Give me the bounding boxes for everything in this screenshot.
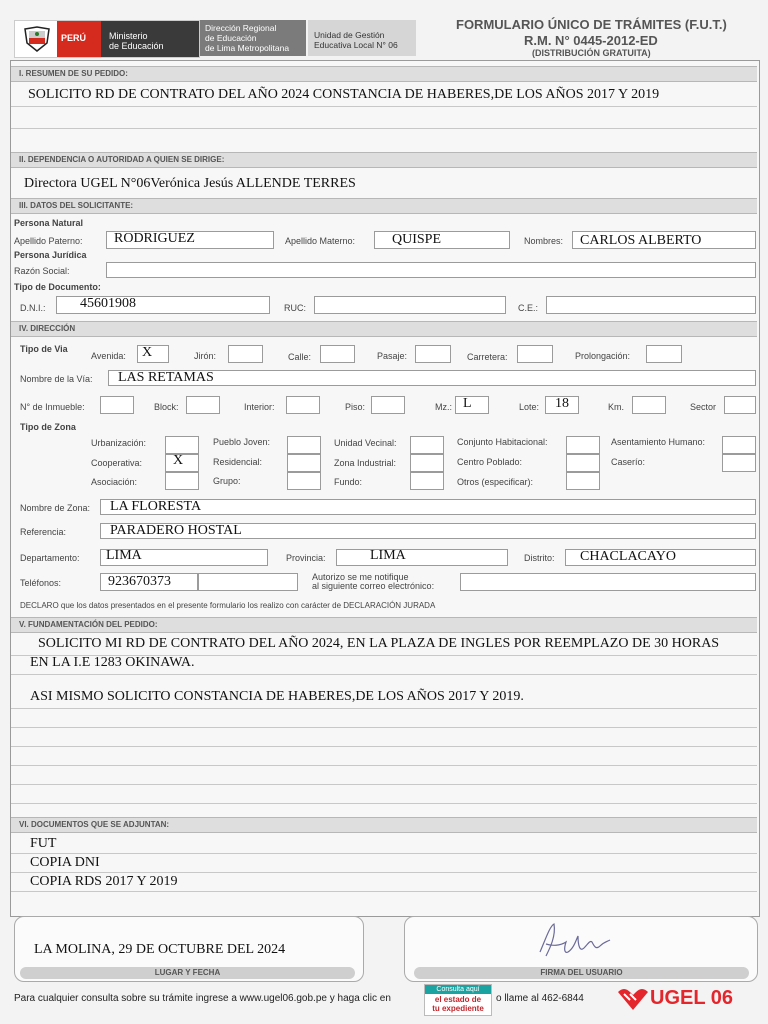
fundamentacion-line1: SOLICITO MI RD DE CONTRATO DEL AÑO 2024, EN LA PLAZA DE INGLES POR REEMPLAZO DE 30 HORAS (38, 636, 720, 651)
jiron-checkbox[interactable] (228, 345, 263, 363)
document-item: FUT (30, 836, 57, 851)
correo-field[interactable] (460, 573, 756, 591)
carretera-checkbox[interactable] (517, 345, 553, 363)
dre-block (200, 20, 306, 56)
centro-poblado-checkbox[interactable] (566, 454, 600, 472)
dni-label: D.N.I.: (20, 303, 46, 313)
residencial-checkbox[interactable] (287, 454, 321, 472)
caserio-label: Caserío: (611, 457, 646, 467)
carretera-label: Carretera: (467, 352, 508, 362)
dre-line3: de Lima Metropolitana (205, 43, 290, 53)
form-title: FORMULARIO ÚNICO DE TRÁMITES (F.U.T.) (456, 17, 727, 32)
badge-line1: el estado de (434, 995, 482, 1004)
avenida-mark: X (142, 345, 153, 360)
avenida-label: Avenida: (91, 351, 126, 361)
piso-label: Piso: (345, 402, 366, 412)
telefono-value: 923670373 (108, 574, 171, 589)
interior-label: Interior: (244, 402, 275, 412)
inmueble-label: N° de Inmueble: (20, 402, 85, 412)
tipo-via-label: Tipo de Via (20, 344, 68, 354)
mz-value: L (463, 396, 472, 411)
asentamiento-checkbox[interactable] (722, 436, 756, 454)
mz-label: Mz.: (435, 402, 452, 412)
firma-label: FIRMA DEL USUARIO (414, 967, 749, 979)
ruc-label: RUC: (284, 303, 306, 313)
lugar-fecha-label: LUGAR Y FECHA (20, 967, 355, 979)
telefono-field-2[interactable] (198, 573, 298, 591)
interior-field[interactable] (286, 396, 320, 414)
rule (11, 891, 757, 892)
provincia-value: LIMA (370, 548, 406, 563)
mz-field[interactable] (455, 396, 489, 414)
persona-juridica-label: Persona Jurídica (14, 250, 87, 260)
apellido-materno-value: QUISPE (392, 232, 442, 247)
dni-value: 45601908 (80, 296, 136, 311)
tipo-zona-label: Tipo de Zona (20, 422, 76, 432)
rule (11, 708, 757, 709)
unidad-vecinal-label: Unidad Vecinal: (334, 438, 397, 448)
form-rm: R.M. N° 0445-2012-ED (524, 33, 658, 48)
nombre-via-value: LAS RETAMAS (118, 370, 214, 385)
pasaje-label: Pasaje: (377, 351, 408, 361)
fundo-label: Fundo: (334, 477, 363, 487)
calle-label: Calle: (288, 352, 312, 362)
nombre-zona-label: Nombre de Zona: (20, 503, 91, 513)
rule (11, 128, 757, 129)
ugel-logo-text: UGEL 06 (650, 987, 733, 1009)
departamento-value: LIMA (106, 548, 142, 563)
country-label: PERÚ (61, 33, 87, 43)
telefonos-label: Teléfonos: (20, 578, 62, 588)
jiron-label: Jirón: (194, 351, 217, 361)
document-item: COPIA RDS 2017 Y 2019 (30, 874, 178, 889)
lote-value: 18 (555, 396, 569, 411)
declaracion-text: DECLARO que los datos presentados en el presente formulario los realizo con carácter de DECLARACIÓN JURADA (20, 601, 436, 610)
razon-social-label: Razón Social: (14, 266, 70, 276)
dre-line2: de Educación (205, 33, 257, 43)
coat-of-arms-icon (21, 25, 53, 53)
consulta-text: Para cualquier consulta sobre su trámite ingrese a www.ugel06.gob.pe y haga clic en (14, 993, 391, 1004)
rule (11, 727, 757, 728)
ruc-field[interactable] (314, 296, 506, 314)
referencia-label: Referencia: (20, 527, 67, 537)
badge-top: Consulta aquí (425, 985, 491, 994)
fundamentacion-line3: ASI MISMO SOLICITO CONSTANCIA DE HABERES,DE LOS AÑOS 2017 Y 2019. (30, 689, 524, 704)
section-5-header: V. FUNDAMENTACIÓN DEL PEDIDO: (11, 617, 757, 633)
ministry-block (101, 21, 199, 57)
rule (11, 655, 757, 656)
provincia-label: Provincia: (286, 553, 326, 563)
badge-line2: tu expediente (432, 1004, 484, 1013)
rule (11, 765, 757, 766)
autorizo-line1: Autorizo se me notifique (312, 572, 409, 582)
rule (11, 872, 757, 873)
section-2-header: II. DEPENDENCIA O AUTORIDAD A QUIEN SE DIRIGE: (11, 152, 757, 168)
rule (11, 106, 757, 107)
urbanizacion-checkbox[interactable] (165, 436, 199, 454)
km-label: Km. (608, 402, 625, 412)
asociacion-label: Asociación: (91, 477, 138, 487)
cooperativa-mark: X (173, 453, 184, 468)
form-distribution: (DISTRIBUCIÓN GRATUITA) (532, 48, 651, 58)
autorizo-line2: al siguiente correo electrónico: (312, 581, 435, 591)
peru-logo (14, 20, 200, 58)
rule (11, 674, 757, 675)
pasaje-checkbox[interactable] (415, 345, 451, 363)
zona-industrial-checkbox[interactable] (410, 454, 444, 472)
departamento-label: Departamento: (20, 553, 80, 563)
document-item: COPIA DNI (30, 855, 100, 870)
urbanizacion-label: Urbanización: (91, 438, 147, 448)
ministry-line2: de Educación (109, 41, 164, 51)
ugel-line2: Educativa Local N° 06 (314, 40, 398, 50)
rule (11, 784, 757, 785)
lote-label: Lote: (519, 402, 540, 412)
section-3-header: III. DATOS DEL SOLICITANTE: (11, 198, 757, 214)
rule (11, 853, 757, 854)
persona-natural-label: Persona Natural (14, 218, 84, 228)
signature-icon (534, 918, 614, 964)
conjunto-checkbox[interactable] (566, 436, 600, 454)
otros-checkbox[interactable] (566, 472, 600, 490)
km-field[interactable] (632, 396, 666, 414)
ce-field[interactable] (546, 296, 756, 314)
asentamiento-label: Asentamiento Humano: (611, 437, 706, 447)
otros-label: Otros (especificar): (457, 477, 534, 487)
nombres-value: CARLOS ALBERTO (580, 233, 702, 248)
block-label: Block: (154, 402, 179, 412)
pueblo-joven-checkbox[interactable] (287, 436, 321, 454)
razon-social-field[interactable] (106, 262, 756, 278)
resumen-text: SOLICITO RD DE CONTRATO DEL AÑO 2024 CONSTANCIA DE HABERES,DE LOS AÑOS 2017 Y 2019 (28, 87, 660, 102)
distrito-value: CHACLACAYO (580, 549, 676, 564)
referencia-value: PARADERO HOSTAL (110, 523, 242, 538)
calle-checkbox[interactable] (320, 345, 355, 363)
fundamentacion-line2: EN LA I.E 1283 OKINAWA. (30, 655, 195, 670)
dre-line1: Dirección Regional (205, 23, 277, 33)
rule (11, 746, 757, 747)
nombre-via-label: Nombre de la Vía: (20, 374, 93, 384)
piso-field[interactable] (371, 396, 405, 414)
tipo-documento-label: Tipo de Documento: (14, 282, 101, 292)
ugel-heart-icon (616, 986, 650, 1014)
zona-industrial-label: Zona Industrial: (334, 458, 397, 468)
ugel-line1: Unidad de Gestión (314, 30, 385, 40)
centro-poblado-label: Centro Poblado: (457, 457, 523, 467)
pueblo-joven-label: Pueblo Joven: (213, 437, 271, 447)
unidad-vecinal-checkbox[interactable] (410, 436, 444, 454)
asociacion-checkbox[interactable] (165, 472, 199, 490)
nombres-label: Nombres: (524, 236, 564, 246)
ugel-block (308, 20, 416, 56)
grupo-checkbox[interactable] (287, 472, 321, 490)
sector-label: Sector (690, 402, 717, 412)
telefono-consulta: o llame al 462-6844 (496, 993, 584, 1004)
prolongacion-label: Prolongación: (575, 351, 631, 361)
apellido-materno-label: Apellido Materno: (285, 236, 356, 246)
apellido-paterno-value: RODRIGUEZ (114, 231, 195, 246)
sector-field[interactable] (724, 396, 756, 414)
apellido-paterno-label: Apellido Paterno: (14, 236, 83, 246)
ministry-line1: Ministerio (109, 31, 148, 41)
expediente-badge[interactable] (424, 984, 492, 1016)
provincia-field[interactable] (336, 549, 508, 566)
block-field[interactable] (186, 396, 220, 414)
cooperativa-label: Cooperativa: (91, 458, 143, 468)
lugar-fecha-value: LA MOLINA, 29 DE OCTUBRE DEL 2024 (34, 942, 286, 957)
residencial-label: Residencial: (213, 457, 263, 467)
section-1-header: I. RESUMEN DE SU PEDIDO: (11, 66, 757, 82)
inmueble-field[interactable] (100, 396, 134, 414)
section-6-header: VI. DOCUMENTOS QUE SE ADJUNTAN: (11, 817, 757, 833)
dependencia-text: Directora UGEL N°06Verónica Jesús ALLENDE TERRES (24, 176, 356, 191)
rule (11, 803, 757, 804)
ce-label: C.E.: (518, 303, 539, 313)
caserio-checkbox[interactable] (722, 454, 756, 472)
prolongacion-checkbox[interactable] (646, 345, 682, 363)
nombre-zona-value: LA FLORESTA (110, 499, 202, 514)
distrito-label: Distrito: (524, 553, 555, 563)
grupo-label: Grupo: (213, 476, 241, 486)
fundo-checkbox[interactable] (410, 472, 444, 490)
conjunto-label: Conjunto Habitacional: (457, 437, 548, 447)
section-4-header: IV. DIRECCIÓN (11, 321, 757, 337)
